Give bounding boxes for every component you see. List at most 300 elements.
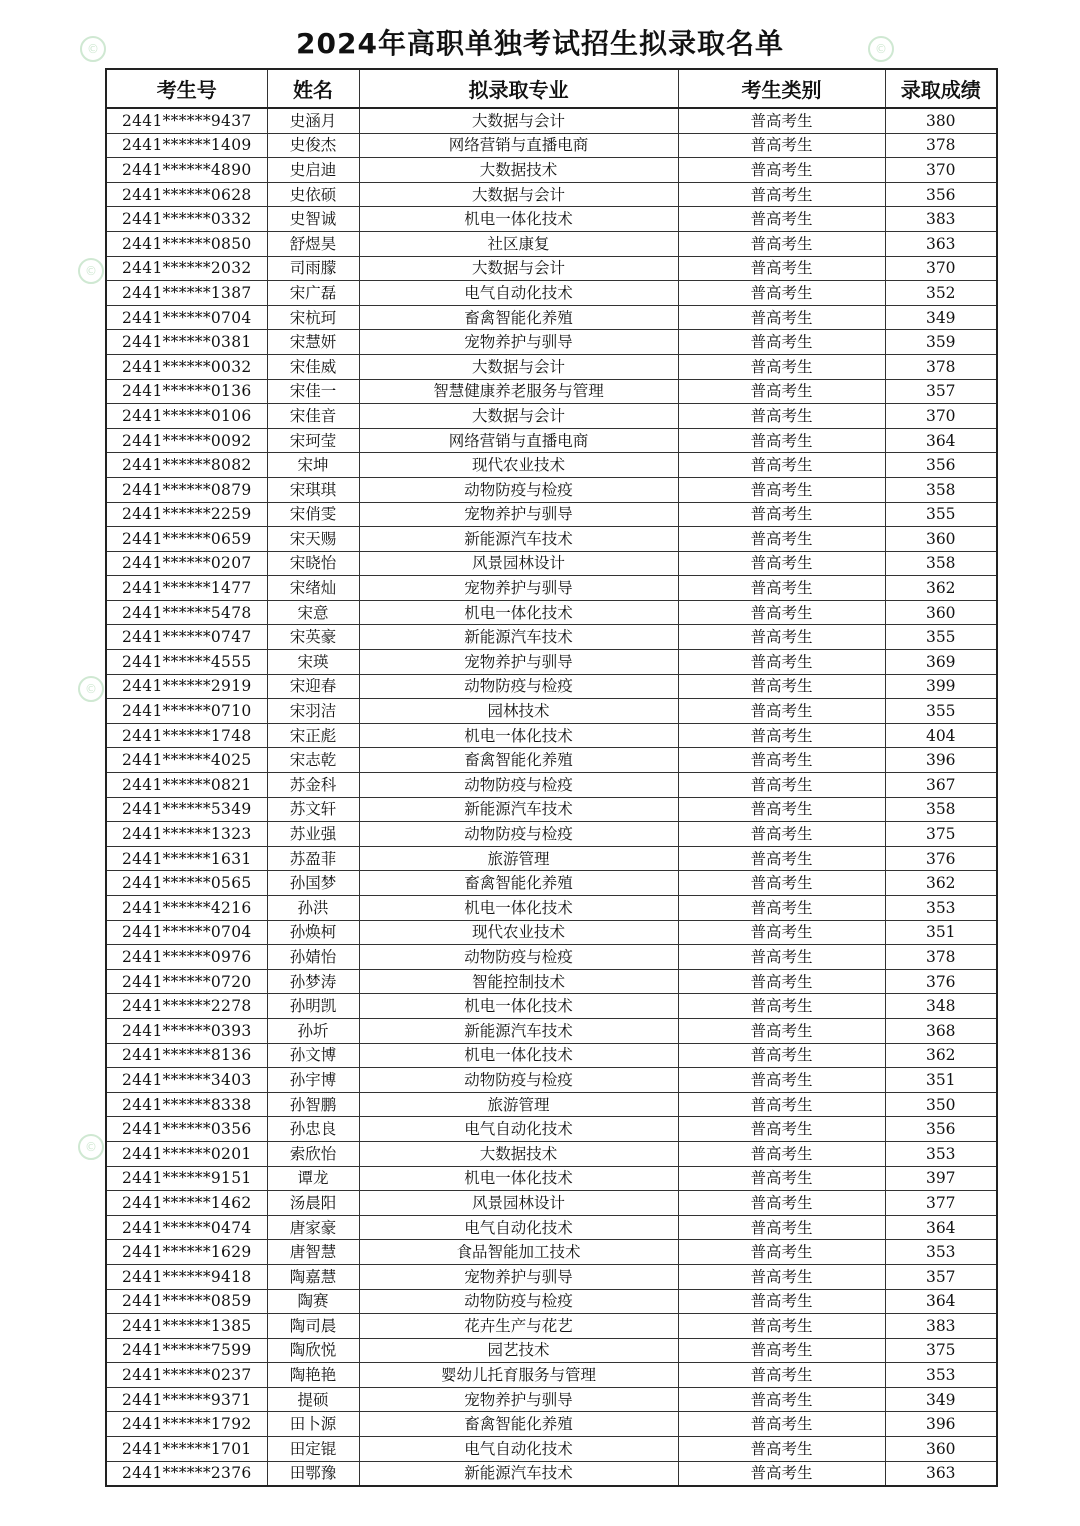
- cell-category: 普高考生: [678, 502, 885, 527]
- cell-major: 风景园林设计: [359, 551, 678, 576]
- cell-score: 353: [885, 896, 997, 921]
- cell-name: 宋羽洁: [267, 699, 359, 724]
- cell-category: 普高考生: [678, 576, 885, 601]
- cell-exam-number: 2441******0704: [106, 305, 267, 330]
- cell-score: 367: [885, 773, 997, 798]
- cell-category: 普高考生: [678, 158, 885, 183]
- table-row: [106, 650, 997, 675]
- cell-major: 新能源汽车技术: [359, 1461, 678, 1486]
- cell-score: 364: [885, 1215, 997, 1240]
- table-row: [106, 428, 997, 453]
- cell-name: 史涵月: [267, 108, 359, 133]
- cell-category: 普高考生: [678, 846, 885, 871]
- cell-major: 电气自动化技术: [359, 281, 678, 306]
- cell-name: 宋英豪: [267, 625, 359, 650]
- cell-major: 园林技术: [359, 699, 678, 724]
- table-row: [106, 404, 997, 429]
- cell-score: 364: [885, 1289, 997, 1314]
- cell-category: 普高考生: [678, 256, 885, 281]
- cell-major: 风景园林设计: [359, 1191, 678, 1216]
- cell-exam-number: 2441******0092: [106, 428, 267, 453]
- cell-score: 349: [885, 305, 997, 330]
- table-row: [106, 1043, 997, 1068]
- cell-name: 唐智慧: [267, 1240, 359, 1265]
- cell-score: 358: [885, 551, 997, 576]
- cell-score: 357: [885, 1264, 997, 1289]
- cell-score: 362: [885, 576, 997, 601]
- table-row: [106, 108, 997, 133]
- table-row: [106, 920, 997, 945]
- cell-name: 孙梦涛: [267, 969, 359, 994]
- cell-exam-number: 2441******1477: [106, 576, 267, 601]
- cell-category: 普高考生: [678, 994, 885, 1019]
- cell-name: 宋广磊: [267, 281, 359, 306]
- cell-major: 婴幼儿托育服务与管理: [359, 1363, 678, 1388]
- cell-category: 普高考生: [678, 1215, 885, 1240]
- cell-score: 376: [885, 846, 997, 871]
- cell-major: 现代农业技术: [359, 920, 678, 945]
- table-body: [106, 108, 997, 1486]
- cell-score: 378: [885, 945, 997, 970]
- cell-major: 大数据与会计: [359, 354, 678, 379]
- cell-major: 新能源汽车技术: [359, 625, 678, 650]
- cell-name: 宋正彪: [267, 723, 359, 748]
- cell-major: 电气自动化技术: [359, 1117, 678, 1142]
- table-row: [106, 354, 997, 379]
- cell-category: 普高考生: [678, 133, 885, 158]
- cell-category: 普高考生: [678, 650, 885, 675]
- cell-name: 谭龙: [267, 1166, 359, 1191]
- cell-major: 动物防疫与检疫: [359, 945, 678, 970]
- cell-major: 机电一体化技术: [359, 896, 678, 921]
- cell-category: 普高考生: [678, 945, 885, 970]
- cell-score: 377: [885, 1191, 997, 1216]
- cell-major: 宠物养护与驯导: [359, 650, 678, 675]
- cell-major: 机电一体化技术: [359, 723, 678, 748]
- table-row: [106, 1387, 997, 1412]
- cell-category: 普高考生: [678, 1264, 885, 1289]
- cell-name: 苏文轩: [267, 797, 359, 822]
- cell-exam-number: 2441******0879: [106, 477, 267, 502]
- cell-category: 普高考生: [678, 1314, 885, 1339]
- cell-exam-number: 2441******0704: [106, 920, 267, 945]
- cell-score: 370: [885, 404, 997, 429]
- cell-major: 机电一体化技术: [359, 600, 678, 625]
- cell-score: 375: [885, 1338, 997, 1363]
- cell-name: 宋佳一: [267, 379, 359, 404]
- watermark-logo-icon: ©: [78, 258, 104, 284]
- table-row: [106, 330, 997, 355]
- cell-score: 356: [885, 182, 997, 207]
- cell-major: 网络营销与直播电商: [359, 428, 678, 453]
- cell-name: 宋琪琪: [267, 477, 359, 502]
- cell-exam-number: 2441******0976: [106, 945, 267, 970]
- cell-exam-number: 2441******8338: [106, 1092, 267, 1117]
- cell-exam-number: 2441******0136: [106, 379, 267, 404]
- cell-score: 360: [885, 527, 997, 552]
- table-row: [106, 477, 997, 502]
- cell-exam-number: 2441******0850: [106, 231, 267, 256]
- cell-name: 宋绪灿: [267, 576, 359, 601]
- cell-category: 普高考生: [678, 453, 885, 478]
- cell-exam-number: 2441******0332: [106, 207, 267, 232]
- cell-category: 普高考生: [678, 699, 885, 724]
- cell-major: 旅游管理: [359, 846, 678, 871]
- cell-score: 368: [885, 1018, 997, 1043]
- cell-name: 提硕: [267, 1387, 359, 1412]
- cell-exam-number: 2441******4216: [106, 896, 267, 921]
- cell-category: 普高考生: [678, 797, 885, 822]
- watermark-logo-icon: ©: [868, 36, 894, 62]
- cell-score: 349: [885, 1387, 997, 1412]
- cell-major: 机电一体化技术: [359, 994, 678, 1019]
- cell-exam-number: 2441******0381: [106, 330, 267, 355]
- table-row: [106, 822, 997, 847]
- cell-exam-number: 2441******1323: [106, 822, 267, 847]
- cell-score: 350: [885, 1092, 997, 1117]
- cell-major: 畜禽智能化养殖: [359, 305, 678, 330]
- cell-score: 351: [885, 920, 997, 945]
- cell-name: 索欣怡: [267, 1141, 359, 1166]
- cell-exam-number: 2441******1701: [106, 1437, 267, 1462]
- cell-exam-number: 2441******8136: [106, 1043, 267, 1068]
- cell-name: 舒煜昊: [267, 231, 359, 256]
- table-row: [106, 625, 997, 650]
- cell-score: 356: [885, 1117, 997, 1142]
- table-row: [106, 723, 997, 748]
- cell-major: 社区康复: [359, 231, 678, 256]
- cell-name: 宋志乾: [267, 748, 359, 773]
- cell-exam-number: 2441******8082: [106, 453, 267, 478]
- table-header-row: [106, 69, 997, 108]
- cell-exam-number: 2441******1792: [106, 1412, 267, 1437]
- cell-name: 唐家豪: [267, 1215, 359, 1240]
- cell-name: 史启迪: [267, 158, 359, 183]
- cell-exam-number: 2441******2278: [106, 994, 267, 1019]
- cell-category: 普高考生: [678, 231, 885, 256]
- header-category: 考生类别: [678, 69, 885, 108]
- cell-name: 孙洪: [267, 896, 359, 921]
- cell-category: 普高考生: [678, 1117, 885, 1142]
- cell-category: 普高考生: [678, 1068, 885, 1093]
- cell-major: 宠物养护与驯导: [359, 502, 678, 527]
- cell-category: 普高考生: [678, 207, 885, 232]
- table-row: [106, 281, 997, 306]
- cell-category: 普高考生: [678, 723, 885, 748]
- table-row: [106, 1461, 997, 1486]
- cell-name: 宋迎春: [267, 674, 359, 699]
- cell-score: 360: [885, 1437, 997, 1462]
- cell-score: 348: [885, 994, 997, 1019]
- table-row: [106, 871, 997, 896]
- cell-name: 孙国梦: [267, 871, 359, 896]
- watermark-logo-icon: ©: [78, 676, 104, 702]
- cell-exam-number: 2441******1462: [106, 1191, 267, 1216]
- cell-score: 353: [885, 1240, 997, 1265]
- cell-exam-number: 2441******0474: [106, 1215, 267, 1240]
- cell-major: 大数据技术: [359, 158, 678, 183]
- cell-category: 普高考生: [678, 330, 885, 355]
- admission-table: [105, 68, 998, 1487]
- cell-major: 机电一体化技术: [359, 1043, 678, 1068]
- cell-score: 376: [885, 969, 997, 994]
- cell-category: 普高考生: [678, 1092, 885, 1117]
- cell-category: 普高考生: [678, 551, 885, 576]
- cell-name: 汤晨阳: [267, 1191, 359, 1216]
- cell-exam-number: 2441******0393: [106, 1018, 267, 1043]
- table-row: [106, 1191, 997, 1216]
- cell-major: 大数据技术: [359, 1141, 678, 1166]
- cell-major: 智能控制技术: [359, 969, 678, 994]
- cell-category: 普高考生: [678, 404, 885, 429]
- cell-major: 机电一体化技术: [359, 1166, 678, 1191]
- cell-exam-number: 2441******2376: [106, 1461, 267, 1486]
- cell-name: 宋意: [267, 600, 359, 625]
- cell-major: 网络营销与直播电商: [359, 133, 678, 158]
- table-row: [106, 994, 997, 1019]
- cell-exam-number: 2441******0659: [106, 527, 267, 552]
- watermark-logo-icon: ©: [78, 1134, 104, 1160]
- cell-exam-number: 2441******5349: [106, 797, 267, 822]
- cell-exam-number: 2441******2919: [106, 674, 267, 699]
- cell-name: 史俊杰: [267, 133, 359, 158]
- cell-major: 动物防疫与检疫: [359, 674, 678, 699]
- table-row: [106, 453, 997, 478]
- cell-name: 孙智鹏: [267, 1092, 359, 1117]
- cell-name: 田鄂豫: [267, 1461, 359, 1486]
- cell-name: 孙婧怡: [267, 945, 359, 970]
- cell-major: 宠物养护与驯导: [359, 330, 678, 355]
- table-row: [106, 256, 997, 281]
- cell-score: 396: [885, 1412, 997, 1437]
- cell-category: 普高考生: [678, 108, 885, 133]
- cell-name: 宋珂莹: [267, 428, 359, 453]
- table-row: [106, 576, 997, 601]
- cell-category: 普高考生: [678, 1461, 885, 1486]
- cell-score: 396: [885, 748, 997, 773]
- cell-name: 孙明凯: [267, 994, 359, 1019]
- cell-score: 383: [885, 1314, 997, 1339]
- cell-major: 大数据与会计: [359, 182, 678, 207]
- table-row: [106, 1141, 997, 1166]
- cell-exam-number: 2441******0710: [106, 699, 267, 724]
- cell-category: 普高考生: [678, 1191, 885, 1216]
- cell-major: 动物防疫与检疫: [359, 773, 678, 798]
- cell-exam-number: 2441******1385: [106, 1314, 267, 1339]
- cell-name: 宋坤: [267, 453, 359, 478]
- table-row: [106, 1437, 997, 1462]
- table-row: [106, 527, 997, 552]
- cell-major: 电气自动化技术: [359, 1215, 678, 1240]
- cell-category: 普高考生: [678, 896, 885, 921]
- cell-score: 362: [885, 1043, 997, 1068]
- table-row: [106, 896, 997, 921]
- table-row: [106, 1117, 997, 1142]
- cell-major: 新能源汽车技术: [359, 1018, 678, 1043]
- cell-exam-number: 2441******9151: [106, 1166, 267, 1191]
- cell-major: 大数据与会计: [359, 404, 678, 429]
- table-row: [106, 379, 997, 404]
- cell-major: 动物防疫与检疫: [359, 1068, 678, 1093]
- cell-score: 358: [885, 797, 997, 822]
- cell-major: 花卉生产与花艺: [359, 1314, 678, 1339]
- cell-major: 现代农业技术: [359, 453, 678, 478]
- table-row: [106, 1018, 997, 1043]
- cell-score: 360: [885, 600, 997, 625]
- cell-score: 378: [885, 354, 997, 379]
- cell-name: 陶嘉慧: [267, 1264, 359, 1289]
- cell-score: 355: [885, 625, 997, 650]
- cell-major: 新能源汽车技术: [359, 527, 678, 552]
- table-row: [106, 797, 997, 822]
- table-row: [106, 1240, 997, 1265]
- cell-category: 普高考生: [678, 1043, 885, 1068]
- table-row: [106, 1215, 997, 1240]
- cell-score: 362: [885, 871, 997, 896]
- cell-name: 孙焕柯: [267, 920, 359, 945]
- cell-exam-number: 2441******0821: [106, 773, 267, 798]
- cell-score: 355: [885, 699, 997, 724]
- cell-exam-number: 2441******1629: [106, 1240, 267, 1265]
- table-row: [106, 1068, 997, 1093]
- cell-major: 大数据与会计: [359, 256, 678, 281]
- cell-major: 宠物养护与驯导: [359, 1264, 678, 1289]
- cell-major: 大数据与会计: [359, 108, 678, 133]
- cell-score: 397: [885, 1166, 997, 1191]
- table-row: [106, 1166, 997, 1191]
- cell-name: 陶赛: [267, 1289, 359, 1314]
- cell-category: 普高考生: [678, 1240, 885, 1265]
- table-row: [106, 699, 997, 724]
- cell-category: 普高考生: [678, 182, 885, 207]
- cell-name: 宋晓怡: [267, 551, 359, 576]
- cell-major: 畜禽智能化养殖: [359, 1412, 678, 1437]
- cell-category: 普高考生: [678, 1289, 885, 1314]
- header-major: 拟录取专业: [359, 69, 678, 108]
- cell-score: 353: [885, 1363, 997, 1388]
- cell-name: 宋佳威: [267, 354, 359, 379]
- cell-category: 普高考生: [678, 379, 885, 404]
- cell-category: 普高考生: [678, 871, 885, 896]
- cell-name: 苏业强: [267, 822, 359, 847]
- cell-score: 353: [885, 1141, 997, 1166]
- cell-name: 宋瑛: [267, 650, 359, 675]
- cell-name: 田卜源: [267, 1412, 359, 1437]
- cell-name: 司雨朦: [267, 256, 359, 281]
- cell-name: 田定锟: [267, 1437, 359, 1462]
- cell-score: 364: [885, 428, 997, 453]
- cell-exam-number: 2441******9418: [106, 1264, 267, 1289]
- cell-exam-number: 2441******4890: [106, 158, 267, 183]
- table-row: [106, 1264, 997, 1289]
- cell-score: 370: [885, 158, 997, 183]
- cell-score: 370: [885, 256, 997, 281]
- cell-major: 电气自动化技术: [359, 1437, 678, 1462]
- table-row: [106, 1314, 997, 1339]
- cell-exam-number: 2441******2032: [106, 256, 267, 281]
- table-row: [106, 773, 997, 798]
- cell-exam-number: 2441******1409: [106, 133, 267, 158]
- cell-score: 375: [885, 822, 997, 847]
- cell-category: 普高考生: [678, 1437, 885, 1462]
- cell-name: 陶欣悦: [267, 1338, 359, 1363]
- cell-score: 369: [885, 650, 997, 675]
- cell-exam-number: 2441******7599: [106, 1338, 267, 1363]
- cell-score: 378: [885, 133, 997, 158]
- cell-exam-number: 2441******9371: [106, 1387, 267, 1412]
- cell-exam-number: 2441******0032: [106, 354, 267, 379]
- cell-major: 动物防疫与检疫: [359, 822, 678, 847]
- cell-major: 旅游管理: [359, 1092, 678, 1117]
- cell-major: 园艺技术: [359, 1338, 678, 1363]
- cell-name: 陶司晨: [267, 1314, 359, 1339]
- cell-exam-number: 2441******0207: [106, 551, 267, 576]
- cell-major: 智慧健康养老服务与管理: [359, 379, 678, 404]
- cell-exam-number: 2441******5478: [106, 600, 267, 625]
- table-row: [106, 133, 997, 158]
- cell-category: 普高考生: [678, 1018, 885, 1043]
- cell-exam-number: 2441******4555: [106, 650, 267, 675]
- cell-score: 380: [885, 108, 997, 133]
- cell-major: 新能源汽车技术: [359, 797, 678, 822]
- table-row: [106, 502, 997, 527]
- cell-name: 宋俏雯: [267, 502, 359, 527]
- cell-name: 孙圻: [267, 1018, 359, 1043]
- page-title: 2024年高职单独考试招生拟录取名单: [296, 27, 784, 60]
- table-row: [106, 1338, 997, 1363]
- table-row: [106, 231, 997, 256]
- cell-name: 孙忠良: [267, 1117, 359, 1142]
- cell-name: 孙文博: [267, 1043, 359, 1068]
- cell-major: 动物防疫与检疫: [359, 477, 678, 502]
- cell-score: 363: [885, 231, 997, 256]
- cell-exam-number: 2441******0106: [106, 404, 267, 429]
- cell-score: 356: [885, 453, 997, 478]
- admission-table-container: [105, 68, 996, 1487]
- cell-name: 史智诚: [267, 207, 359, 232]
- cell-score: 363: [885, 1461, 997, 1486]
- table-row: [106, 551, 997, 576]
- cell-exam-number: 2441******3403: [106, 1068, 267, 1093]
- cell-exam-number: 2441******0356: [106, 1117, 267, 1142]
- cell-category: 普高考生: [678, 281, 885, 306]
- cell-exam-number: 2441******2259: [106, 502, 267, 527]
- cell-major: 宠物养护与驯导: [359, 1387, 678, 1412]
- table-row: [106, 846, 997, 871]
- cell-exam-number: 2441******0201: [106, 1141, 267, 1166]
- cell-category: 普高考生: [678, 477, 885, 502]
- cell-category: 普高考生: [678, 773, 885, 798]
- cell-exam-number: 2441******1631: [106, 846, 267, 871]
- cell-name: 陶艳艳: [267, 1363, 359, 1388]
- cell-major: 宠物养护与驯导: [359, 576, 678, 601]
- cell-category: 普高考生: [678, 1141, 885, 1166]
- cell-score: 399: [885, 674, 997, 699]
- cell-exam-number: 2441******0720: [106, 969, 267, 994]
- cell-category: 普高考生: [678, 1363, 885, 1388]
- header-name: 姓名: [267, 69, 359, 108]
- cell-score: 358: [885, 477, 997, 502]
- cell-category: 普高考生: [678, 920, 885, 945]
- cell-name: 苏金科: [267, 773, 359, 798]
- cell-category: 普高考生: [678, 1338, 885, 1363]
- cell-major: 畜禽智能化养殖: [359, 748, 678, 773]
- cell-score: 383: [885, 207, 997, 232]
- table-row: [106, 748, 997, 773]
- cell-category: 普高考生: [678, 527, 885, 552]
- cell-score: 404: [885, 723, 997, 748]
- cell-major: 食品智能加工技术: [359, 1240, 678, 1265]
